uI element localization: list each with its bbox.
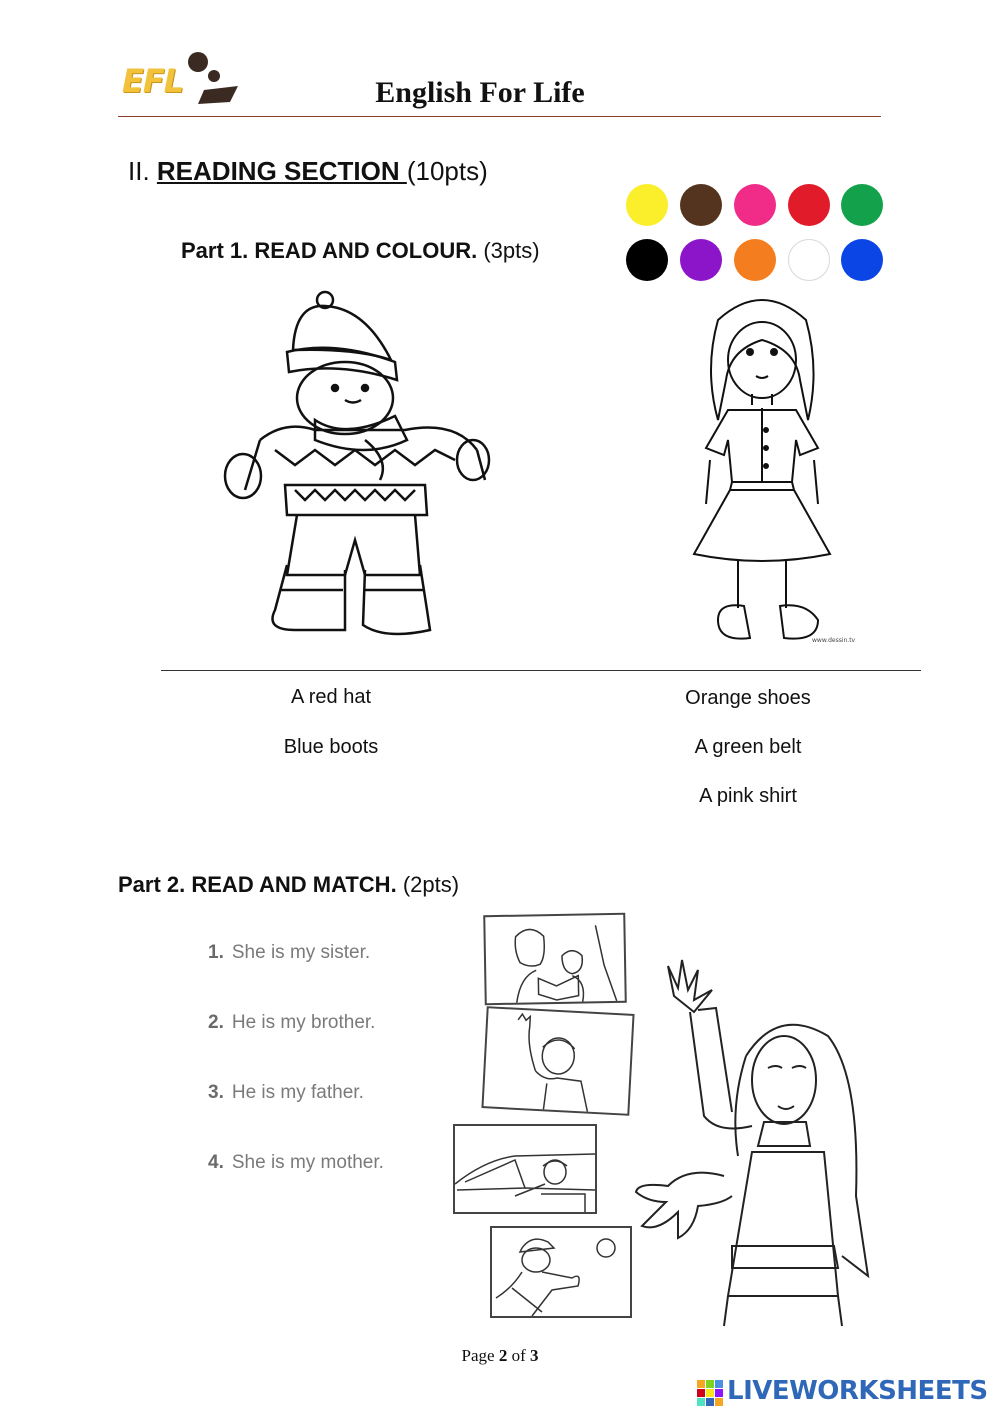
brother-illustration (484, 1008, 633, 1113)
section-title (128, 156, 488, 187)
sentence-text: She is my mother. (231, 1152, 384, 1173)
sentence-number: 4. (208, 1152, 224, 1173)
page-number (430, 1346, 570, 1366)
boy-item-1: A red hat (290, 686, 372, 708)
colour-swatch-blue[interactable] (841, 239, 883, 281)
colour-swatch-brown[interactable] (680, 184, 722, 226)
colour-palette (626, 184, 888, 284)
sentence-text: She is my sister. (231, 942, 371, 963)
part1-label: Part 1. READ AND COLOUR. (181, 238, 478, 263)
photo-boy-playing[interactable] (490, 1226, 632, 1318)
girl-item-1: Orange shoes (685, 687, 811, 709)
boy-ball-illustration (492, 1228, 630, 1316)
section-numeral: II. (128, 156, 150, 186)
page-title: English For Life (375, 76, 585, 109)
boy-winter-drawing (215, 290, 490, 650)
page-current: 2 (498, 1346, 508, 1365)
girl-item-2: A green belt (694, 736, 802, 758)
part1-heading (181, 238, 540, 264)
boy-illustration (215, 290, 490, 650)
sentence-number: 2. (208, 1012, 224, 1033)
section-points: (10pts) (406, 156, 488, 186)
girl-waving-drawing (628, 956, 898, 1326)
page-prefix: Page (461, 1346, 495, 1365)
photo-brother-waving[interactable] (481, 1006, 634, 1116)
sister-illustration (485, 915, 624, 1003)
colour-swatch-white[interactable] (788, 239, 830, 281)
part2-points: (2pts) (402, 872, 460, 897)
sentence-number: 3. (208, 1082, 224, 1103)
logo-text: EFL (122, 62, 184, 100)
liveworksheets-brand[interactable] (697, 1374, 997, 1410)
part2-heading (118, 872, 459, 898)
boy-item-2: Blue boots (283, 736, 379, 758)
colour-swatch-red[interactable] (788, 184, 830, 226)
page-of: of (511, 1346, 526, 1365)
father-illustration (455, 1126, 595, 1212)
section-name: READING SECTION (156, 156, 407, 186)
part2-label: Part 2. READ AND MATCH. (118, 872, 397, 897)
part1-points: (3pts) (483, 238, 540, 263)
girl-illustration (688, 290, 856, 650)
match-sentence-2[interactable] (208, 1012, 448, 1034)
colour-swatch-purple[interactable] (680, 239, 722, 281)
colour-swatch-yellow[interactable] (626, 184, 668, 226)
sentence-text: He is my father. (231, 1082, 364, 1103)
waving-girl-illustration (628, 956, 898, 1326)
page-total: 3 (529, 1346, 539, 1365)
efl-logo (118, 48, 242, 108)
colour-swatch-pink[interactable] (734, 184, 776, 226)
match-sentence-4[interactable] (208, 1152, 448, 1174)
match-sentence-1[interactable] (208, 942, 448, 964)
girl-item-3: A pink shirt (699, 785, 797, 807)
colour-swatch-black[interactable] (626, 239, 668, 281)
sentence-number: 1. (208, 942, 224, 963)
girl-dress-drawing (688, 290, 856, 650)
colour-swatch-green[interactable] (841, 184, 883, 226)
header-rule (118, 116, 881, 117)
colour-swatch-orange[interactable] (734, 239, 776, 281)
photo-father-driving[interactable] (453, 1124, 597, 1214)
sentence-text: He is my brother. (231, 1012, 376, 1033)
match-sentence-3[interactable] (208, 1082, 448, 1104)
drawing-watermark: www.dessin.tv (812, 637, 856, 644)
section-divider (161, 670, 921, 671)
liveworksheets-logo-icon (697, 1380, 723, 1406)
liveworksheets-wordmark: LIVEWORKSHEETS (727, 1376, 988, 1406)
photo-sister-reading[interactable] (483, 913, 627, 1005)
